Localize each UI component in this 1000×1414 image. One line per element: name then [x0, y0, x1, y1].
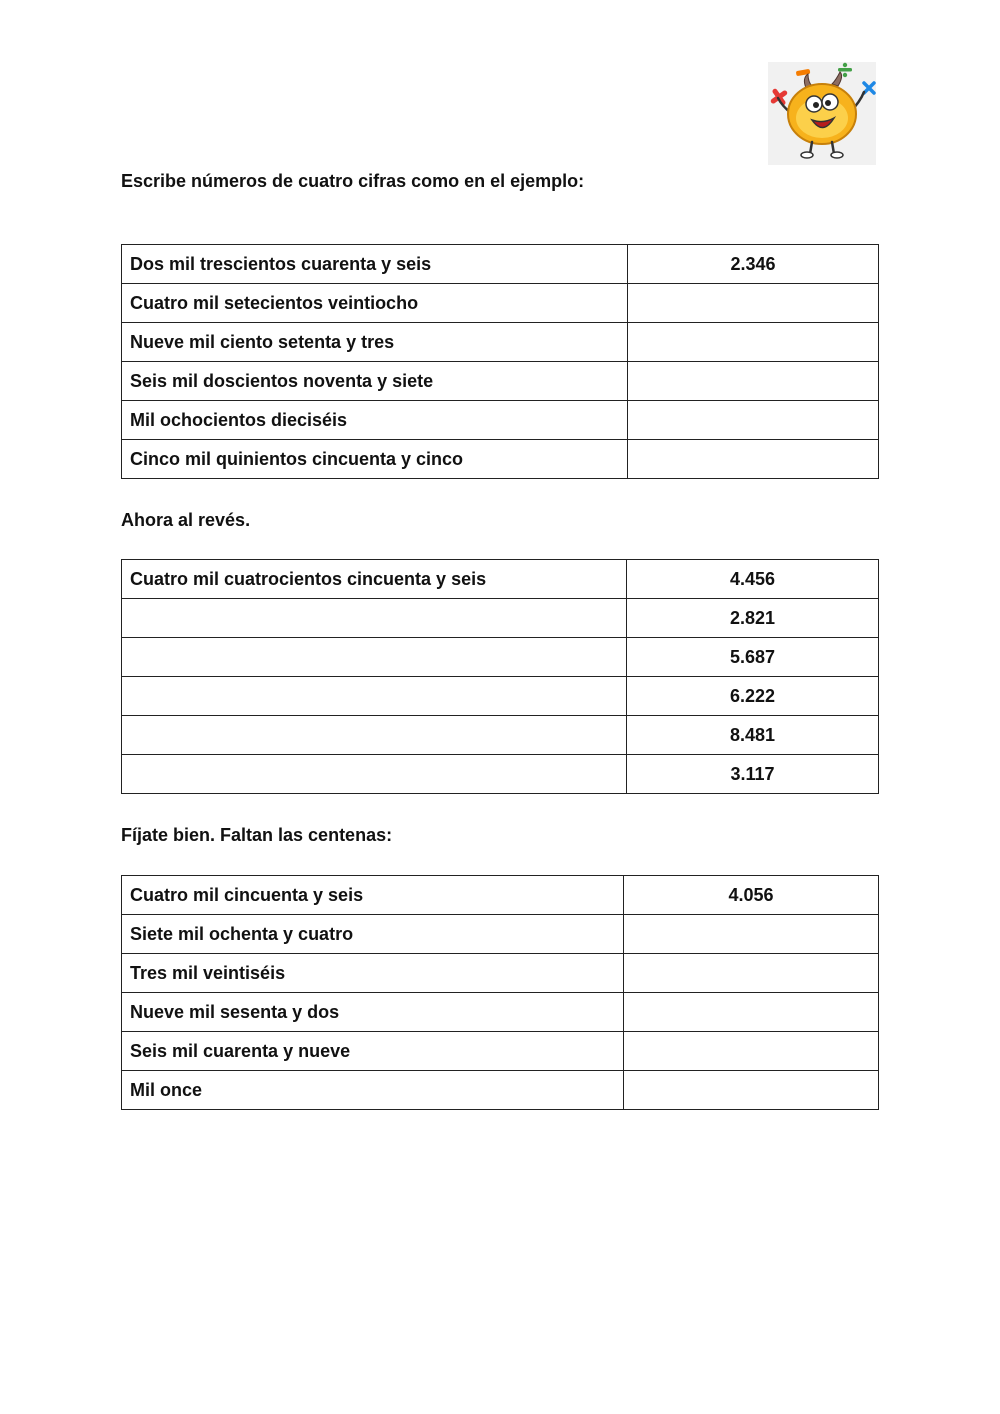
number-answer-cell[interactable]	[628, 323, 879, 362]
words-cell: Seis mil doscientos noventa y siete	[122, 362, 628, 401]
number-answer-cell[interactable]: 2.346	[628, 245, 879, 284]
number-answer-cell[interactable]	[624, 993, 879, 1032]
number-answer-cell[interactable]	[628, 440, 879, 479]
words-cell: Mil ochocientos dieciséis	[122, 401, 628, 440]
words-cell: Nueve mil sesenta y dos	[122, 993, 624, 1032]
words-answer-cell[interactable]	[122, 638, 627, 677]
table-row	[122, 677, 879, 716]
table-row	[122, 440, 879, 479]
table-row	[122, 638, 879, 677]
words-answer-cell[interactable]: Cuatro mil cuatrocientos cincuenta y seis	[122, 560, 627, 599]
table-row	[122, 1032, 879, 1071]
words-cell: Dos mil trescientos cuarenta y seis	[122, 245, 628, 284]
number-answer-cell[interactable]	[628, 362, 879, 401]
table-row	[122, 245, 879, 284]
table-row	[122, 915, 879, 954]
section3-heading: Fíjate bien. Faltan las centenas:	[121, 825, 393, 845]
number-answer-cell[interactable]	[624, 1071, 879, 1110]
table-row	[122, 284, 879, 323]
section3-table	[121, 875, 879, 1110]
words-cell: Mil once	[122, 1071, 624, 1110]
table-row	[122, 401, 879, 440]
words-cell: Cuatro mil cincuenta y seis	[122, 876, 624, 915]
number-cell: 6.222	[627, 677, 879, 716]
number-answer-cell[interactable]	[628, 401, 879, 440]
juggling-monster-icon	[768, 62, 876, 165]
section2-table	[121, 559, 879, 794]
table-row	[122, 599, 879, 638]
number-answer-cell[interactable]	[624, 954, 879, 993]
table-row	[122, 954, 879, 993]
words-cell: Seis mil cuarenta y nueve	[122, 1032, 624, 1071]
number-answer-cell[interactable]	[628, 284, 879, 323]
table-row	[122, 1071, 879, 1110]
table-row	[122, 560, 879, 599]
section2-heading: Ahora al revés.	[121, 510, 251, 530]
words-answer-cell[interactable]	[122, 716, 627, 755]
number-answer-cell[interactable]	[624, 915, 879, 954]
words-answer-cell[interactable]	[122, 599, 627, 638]
table-row	[122, 362, 879, 401]
words-answer-cell[interactable]	[122, 755, 627, 794]
number-cell: 2.821	[627, 599, 879, 638]
section1-table	[121, 244, 879, 479]
number-cell: 8.481	[627, 716, 879, 755]
words-cell: Tres mil veintiséis	[122, 954, 624, 993]
table-row	[122, 876, 879, 915]
times-symbol-icon	[864, 83, 874, 93]
number-cell: 5.687	[627, 638, 879, 677]
table-row	[122, 755, 879, 794]
number-cell: 4.456	[627, 560, 879, 599]
table-row	[122, 323, 879, 362]
words-cell: Nueve mil ciento setenta y tres	[122, 323, 628, 362]
words-cell: Cinco mil quinientos cincuenta y cinco	[122, 440, 628, 479]
section1-heading: Escribe números de cuatro cifras como en el ejemplo:	[121, 171, 585, 191]
words-cell: Cuatro mil setecientos veintiocho	[122, 284, 628, 323]
words-answer-cell[interactable]	[122, 677, 627, 716]
number-cell: 3.117	[627, 755, 879, 794]
words-cell: Siete mil ochenta y cuatro	[122, 915, 624, 954]
number-answer-cell[interactable]: 4.056	[624, 876, 879, 915]
table-row	[122, 716, 879, 755]
table-row	[122, 993, 879, 1032]
number-answer-cell[interactable]	[624, 1032, 879, 1071]
